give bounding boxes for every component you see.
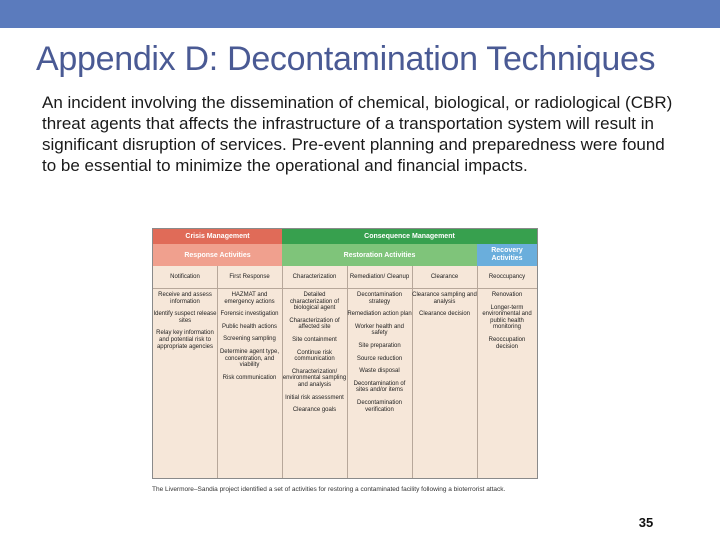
header-reoccupancy: Reoccupancy: [488, 273, 526, 280]
restoration-activities-band: Restoration Activities: [282, 244, 477, 266]
column-clearance: [412, 289, 477, 478]
activity-item: Reoccupation decision: [488, 336, 526, 350]
activity-item: Public health actions: [221, 323, 278, 330]
response-activities-band: Response Activities: [153, 244, 282, 266]
column-notification: [153, 289, 217, 478]
activity-item: Receive and assess information: [158, 292, 212, 305]
header-characterization: Characterization: [292, 273, 337, 280]
activity-item: Detailed characterization of biological agent: [289, 292, 340, 312]
activity-item: Characterization of affected site: [289, 317, 340, 331]
activity-item: Risk communication: [222, 374, 277, 381]
activity-item: Longer-term environmental and public health monitoring: [482, 304, 532, 331]
header-clearance: Clearance: [430, 273, 459, 280]
activity-item: Decontamination strategy: [356, 292, 403, 305]
activity-item: Source reduction: [356, 355, 403, 362]
activity-item: Relay key information and potential risk to appropriate agencies: [156, 330, 214, 350]
activity-item: Initial risk assessment: [285, 394, 344, 401]
activity-item: Remediation action plan: [347, 311, 412, 318]
column-first-response: [217, 289, 282, 478]
activity-item: Screening sampling: [223, 336, 276, 343]
crisis-management-band: Crisis Management: [153, 229, 282, 244]
activity-item: HAZMAT and emergency actions: [224, 292, 275, 305]
column-remediation-cleanup: [347, 289, 412, 478]
header-remediation-cleanup: Remediation/ Cleanup: [349, 273, 410, 280]
slide-title: Appendix D: Decontamination Techniques: [36, 40, 656, 78]
column-reoccupancy: [477, 289, 537, 478]
consequence-management-band: Consequence Management: [282, 229, 537, 244]
activity-item: Decontamination of sites and/or items: [353, 380, 406, 394]
header-notification: Notification: [170, 273, 200, 280]
figure-caption: The Livermore–Sandia project identified a set of activities for restoring a contaminated facility following a bioterrorist attack.: [152, 486, 506, 493]
recovery-activities-band: Recovery Activities: [477, 244, 537, 266]
activity-item: Characterization/ environmental sampling and analysis: [282, 368, 347, 388]
page-number: 35: [638, 515, 654, 530]
activity-item: Clearance decision: [418, 311, 471, 318]
slide-body-text: An incident involving the dissemination of chemical, biological, or radiological (CBR) threat agents that affects the infrastructure of a transportation system will result in significant disruption of services. Pre-event planning and preparedness were found to be essential to minimize the operational and financial impacts.: [42, 93, 673, 175]
activity-item: Identify suspect release sites: [153, 311, 217, 324]
activity-item: Continue risk communication: [294, 349, 335, 363]
header-first-response: First Response: [229, 273, 270, 280]
activity-item: Forensic investigation: [220, 311, 279, 318]
top-accent-bar: [0, 0, 720, 28]
column-characterization: [282, 289, 347, 478]
activity-item: Site containment: [292, 336, 337, 343]
activity-item: Determine agent type, concentration, and viability: [219, 348, 280, 369]
activity-item: Decontamination verification: [356, 399, 403, 413]
activity-item: Renovation: [491, 292, 523, 298]
activity-item: Clearance goals: [292, 407, 337, 414]
activity-item: Worker health and safety: [355, 323, 404, 337]
activity-item: Waste disposal: [359, 368, 400, 375]
activity-item: Clearance sampling and analysis: [412, 292, 477, 305]
activity-item: Site preparation: [358, 342, 401, 349]
restoration-activities-figure: [152, 228, 538, 479]
